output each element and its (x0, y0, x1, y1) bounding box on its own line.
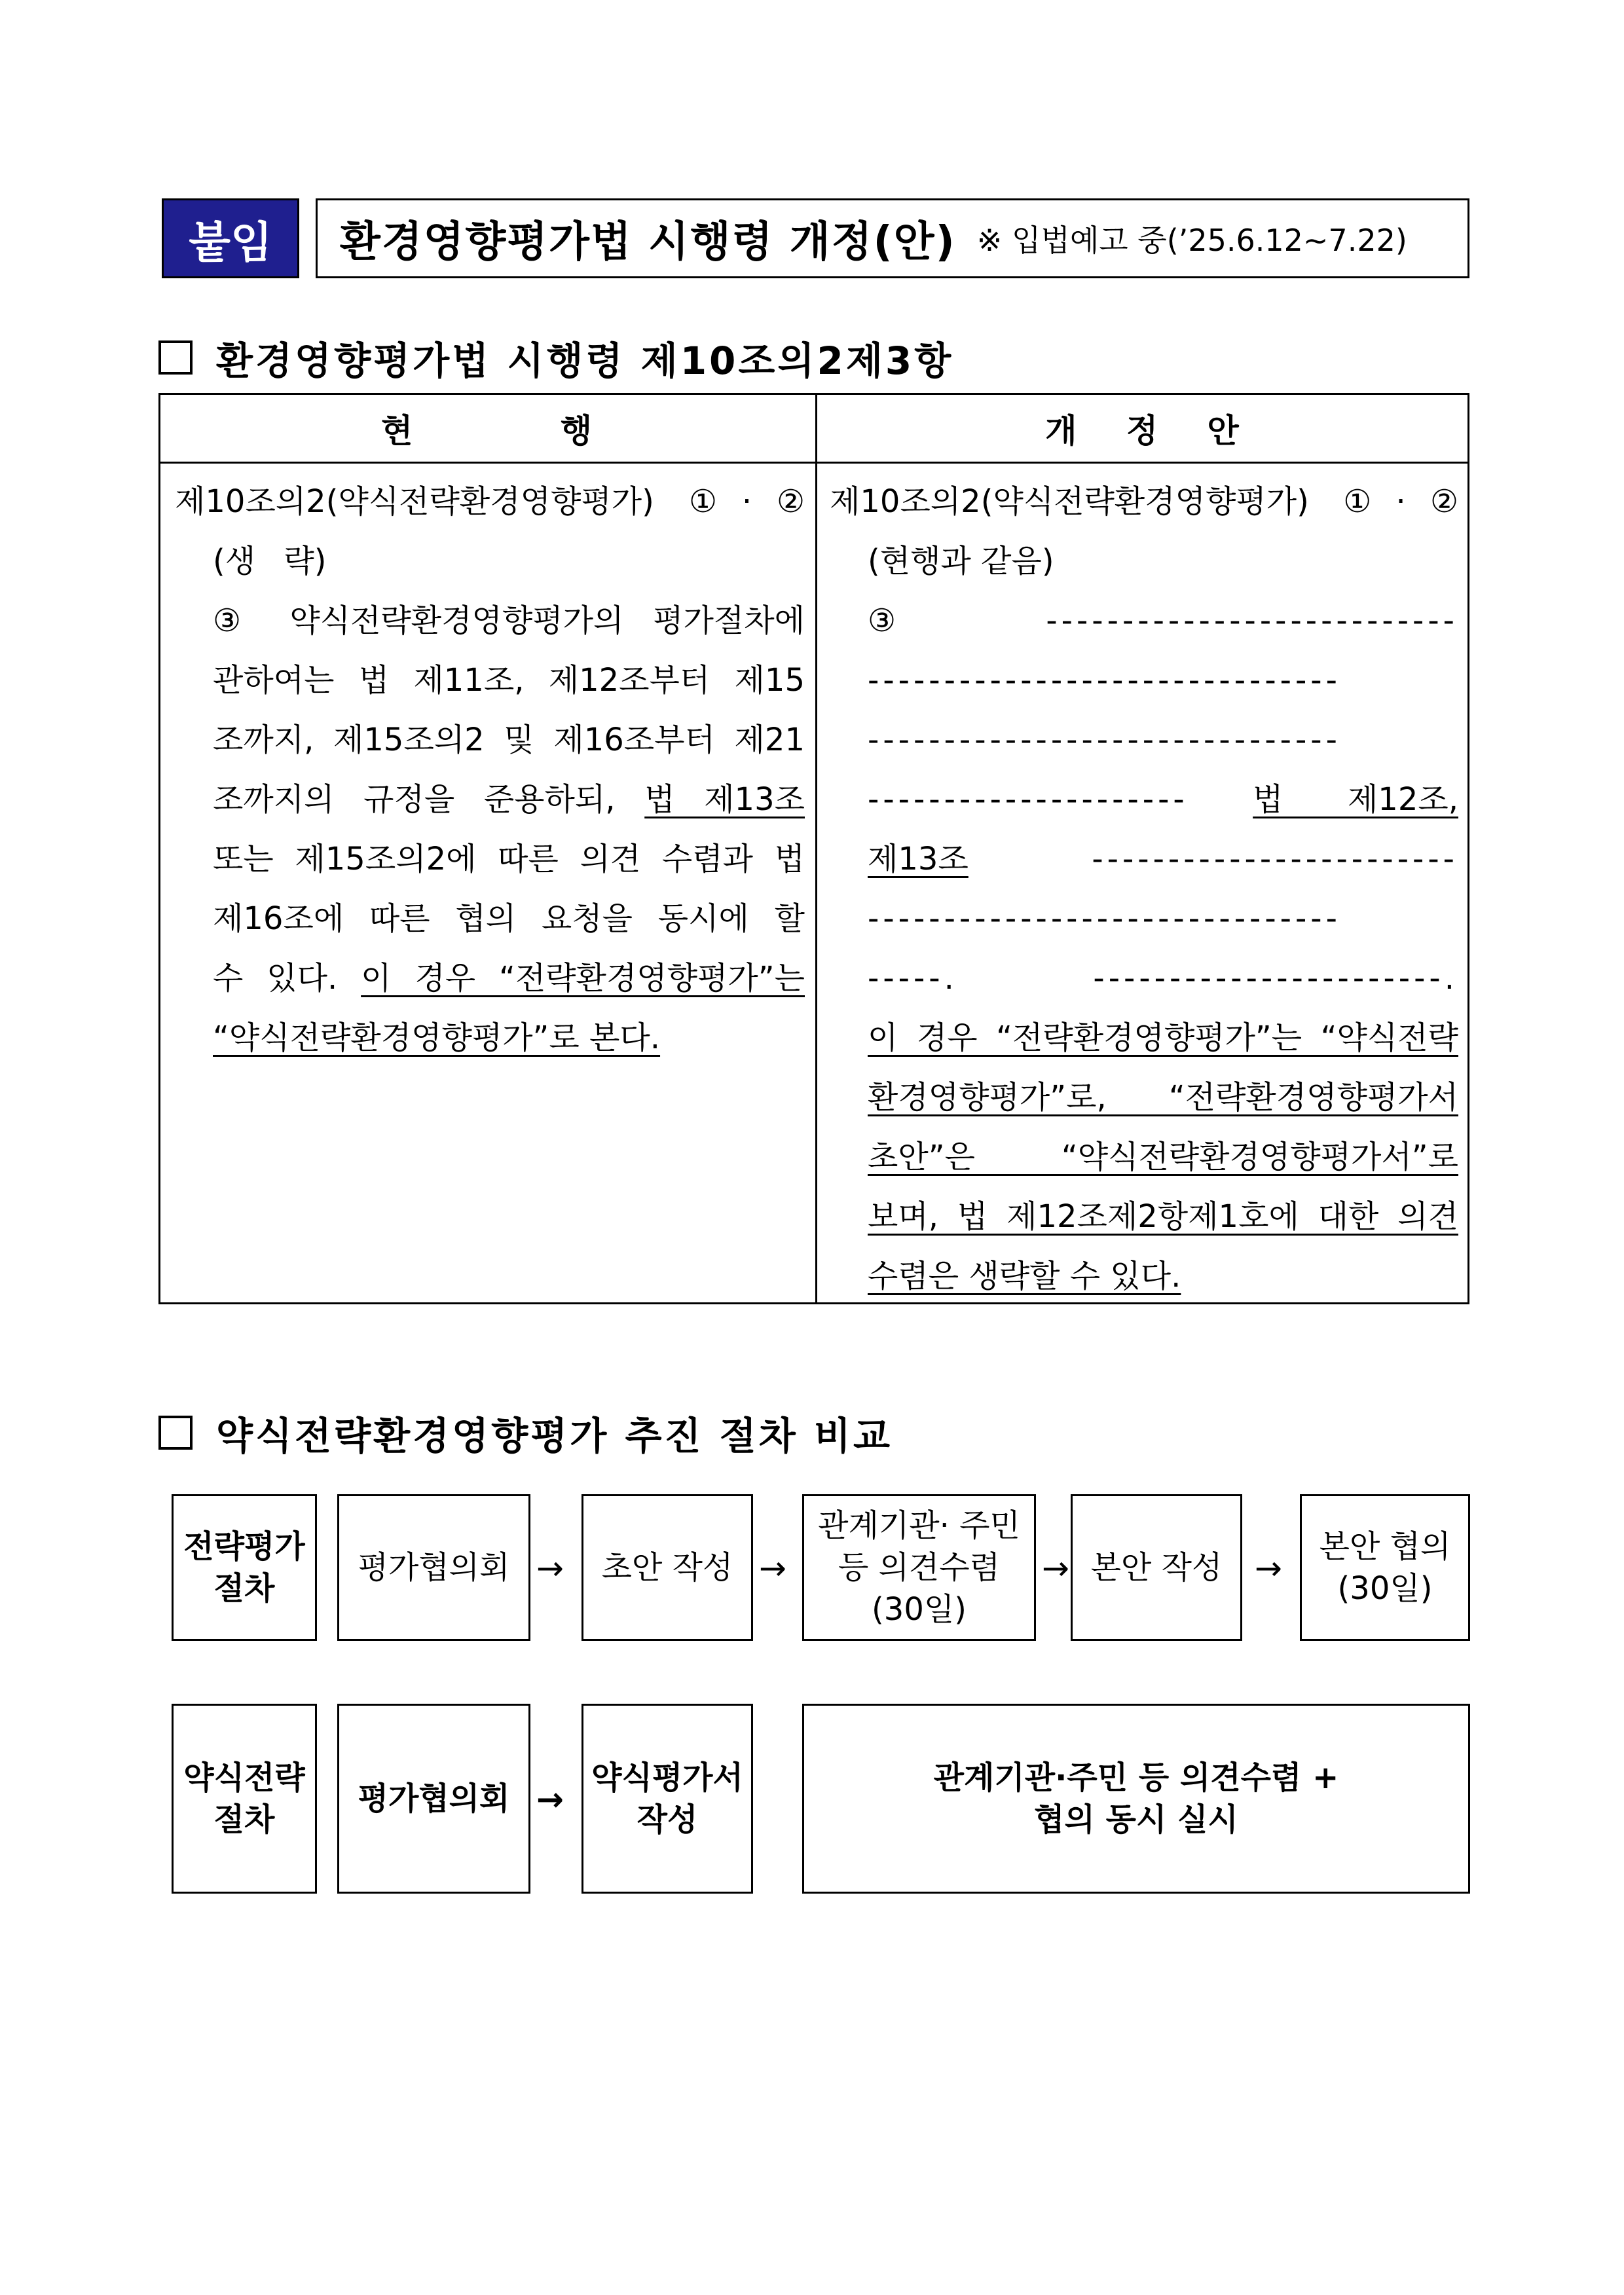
current-text (175, 472, 805, 1068)
legislative-notice-note: ※ 입법예고 중(’25.6.12~7.22) (976, 223, 1407, 258)
strategic-step-opinion: 관계기관· 주민 등 의견수렴 (30일) (802, 1494, 1036, 1641)
strategic-step-final-draft: 본안 작성 (1071, 1494, 1242, 1641)
text-line: “약식전략환경영향평가”로 본다. (213, 1019, 661, 1056)
text-line: --------------------- 법 제12조, (868, 781, 1458, 818)
strategic-step-draft: 초안 작성 (581, 1494, 753, 1641)
text-line: 제10조의2(약식전략환경영향평가) ①·② (830, 483, 1458, 520)
section-heading-article (158, 330, 953, 385)
arrow-icon: → (1042, 1549, 1069, 1587)
text-line: 조까지, 제15조의2 및 제16조부터 제21 (213, 722, 805, 758)
text-line: -----. -----------------------. (868, 960, 1458, 997)
section-heading-procedure (158, 1405, 893, 1460)
text-line: ------------------------------- (868, 722, 1341, 758)
arrow-icon: → (536, 1780, 564, 1818)
comparison-table (158, 393, 1469, 1304)
attachment-tag: 붙임 (162, 198, 299, 278)
text-line: ③ --------------------------- (868, 602, 1458, 639)
text-line: 제10조의2(약식전략환경영향평가) ①·② (175, 483, 805, 520)
text-line: 조까지의 규정을 준용하되, 법 제13조 (213, 781, 805, 818)
revised-text (830, 472, 1458, 1306)
checkbox-icon (158, 340, 193, 375)
simplified-step-combined: 관계기관·주민 등 의견수렴 + 협의 동시 실시 (802, 1704, 1470, 1894)
header-divider (160, 462, 1467, 464)
arrow-icon: → (1255, 1549, 1282, 1587)
strategic-step-council: 평가협의회 (337, 1494, 530, 1641)
text-line: ------------------------------- (868, 900, 1341, 937)
checkbox-icon (158, 1416, 193, 1450)
text-line: 이 경우 “전략환경영향평가”는 “약식전략 (868, 1019, 1458, 1056)
simplified-step-report: 약식평가서 작성 (581, 1704, 753, 1894)
text-line: (현행과 같음) (868, 543, 1054, 579)
text-line: 제13조 ------------------------ (868, 841, 1458, 877)
text-line: 관하여는 법 제11조, 제12조부터 제15 (213, 662, 805, 699)
strategic-procedure-label: 전략평가 절차 (172, 1494, 317, 1641)
section-title: 약식전략환경영향평가 추진 절차 비교 (216, 1414, 893, 1458)
title-box (316, 198, 1469, 278)
page-title: 환경영향평가법 시행령 개정(안) (340, 218, 956, 266)
arrow-icon: → (536, 1549, 564, 1587)
text-line: 수 있다. 이 경우 “전략환경영향평가”는 (213, 960, 805, 997)
text-line: 또는 제15조의2에 따른 의견 수렴과 법 (213, 841, 805, 877)
text-line: 보며, 법 제12조제2항제1호에 대한 의견 (868, 1198, 1458, 1235)
simplified-step-council: 평가협의회 (337, 1704, 530, 1894)
header-revised: 개 정 안 (1045, 412, 1242, 450)
arrow-icon: → (759, 1549, 786, 1587)
text-line: (생 략) (213, 543, 327, 579)
strategic-step-consultation: 본안 협의 (30일) (1300, 1494, 1470, 1641)
header-current: 현 행 (380, 412, 595, 450)
column-divider (815, 395, 817, 1302)
simplified-procedure-label: 약식전략 절차 (172, 1704, 317, 1894)
text-line: 초안”은 “약식전략환경영향평가서”로 (868, 1139, 1458, 1175)
text-line: ------------------------------- (868, 662, 1341, 699)
text-line: 제16조에 따른 협의 요청을 동시에 할 (213, 900, 805, 937)
section-title: 환경영향평가법 시행령 제10조의2제3항 (216, 339, 954, 383)
text-line: 수렴은 생략할 수 있다. (868, 1258, 1181, 1294)
text-line: ③ 약식전략환경영향평가의 평가절차에 (213, 602, 805, 639)
text-line: 환경영향평가”로, “전략환경영향평가서 (868, 1079, 1458, 1116)
